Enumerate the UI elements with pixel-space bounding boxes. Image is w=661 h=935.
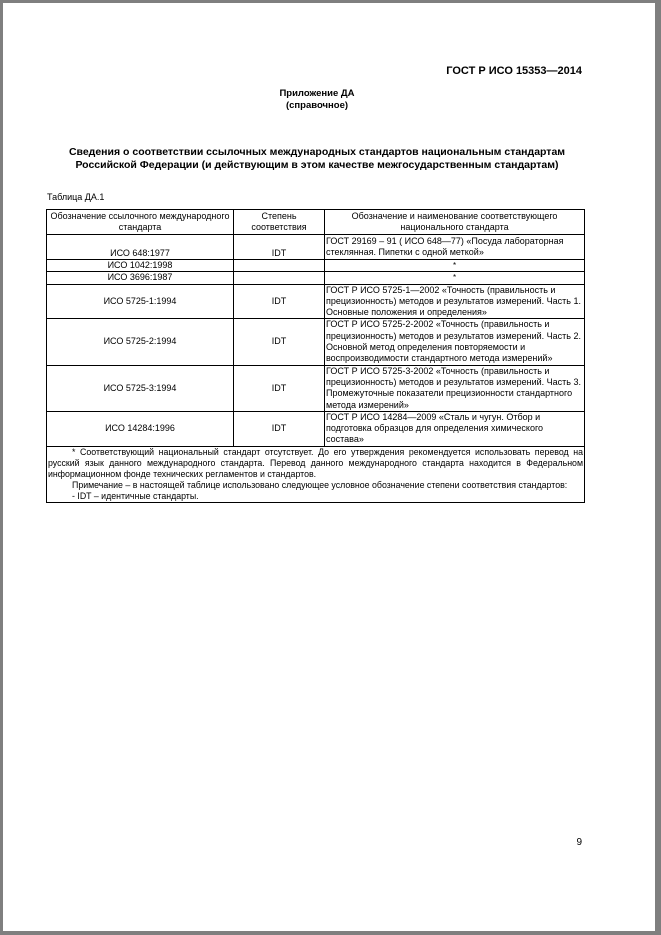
remark-text: Примечание – в настоящей таблице использовано следующее условное обозначение степени соответствия стандартов: [72, 479, 568, 490]
header-degree: Степень соответствия [234, 210, 325, 235]
cell-degree [234, 260, 325, 272]
cell-degree [234, 272, 325, 284]
cell-national: ГОСТ 29169 – 91 ( ИСО 648—77) «Посуда лабораторная стеклянная. Пипетки с одной меткой» [325, 235, 585, 260]
header-intl-standard: Обозначение ссылочного международного стандарта [47, 210, 234, 235]
cell-national: * [325, 260, 585, 272]
cell-degree: IDT [234, 284, 325, 319]
table-notes-row [47, 446, 585, 502]
heading-line-1: Сведения о соответствии ссылочных международных стандартов национальным стандартам [68, 146, 566, 158]
table-row [47, 365, 585, 411]
heading-line-2: Российской Федерации (и действующим в этом качестве межгосударственным стандартам) [75, 159, 559, 171]
annex-block [3, 88, 631, 112]
cell-degree: IDT [234, 411, 325, 446]
table-row [47, 319, 585, 365]
cell-intl: ИСО 3696:1987 [47, 272, 234, 284]
footnote-text: * Соответствующий национальный стандарт отсутствует. До его утверждения рекомендуется использовать перевод на русский язык данного международного стандарта. Перевод данного международного стандарта находится в Федеральном информационном фонде технических регламентов и стандартов. [48, 446, 583, 479]
cell-intl: ИСО 1042:1998 [47, 260, 234, 272]
annex-subtitle: (справочное) [285, 100, 349, 111]
cell-intl: ИСО 5725-2:1994 [47, 319, 234, 365]
table-row [47, 260, 585, 272]
table-row [47, 272, 585, 284]
cell-intl: ИСО 5725-3:1994 [47, 365, 234, 411]
table-row [47, 284, 585, 319]
table-header-row [47, 210, 585, 235]
table-caption: Таблица ДА.1 [47, 192, 105, 202]
header-national-standard: Обозначение и наименование соответствующего национального стандарта [325, 210, 585, 235]
section-heading [43, 146, 591, 172]
document-code: ГОСТ Р ИСО 15353—2014 [446, 65, 582, 77]
cell-national: ГОСТ Р ИСО 5725-3-2002 «Точность (правильность и прецизионность) методов и результатов измерений. Часть 3. Промежуточные показатели прецизионности стандартного метода измерений» [325, 365, 585, 411]
cell-intl: ИСО 14284:1996 [47, 411, 234, 446]
cell-degree: IDT [234, 319, 325, 365]
cell-national: ГОСТ Р ИСО 14284—2009 «Сталь и чугун. Отбор и подготовка образцов для определения химического состава» [325, 411, 585, 446]
annex-title: Приложение ДА [279, 88, 355, 99]
document-page [3, 3, 655, 931]
table-notes [47, 446, 585, 502]
legend-text: - IDT – идентичные стандарты. [72, 490, 199, 501]
cell-national: ГОСТ Р ИСО 5725-1—2002 «Точность (правильность и прецизионность) методов и результатов измерений. Часть 1. Основные положения и определения» [325, 284, 585, 319]
table-row [47, 235, 585, 260]
cell-national: * [325, 272, 585, 284]
page-number: 9 [576, 837, 582, 848]
cell-degree: IDT [234, 365, 325, 411]
cell-intl: ИСО 5725-1:1994 [47, 284, 234, 319]
cell-intl: ИСО 648:1977 [47, 235, 234, 260]
cell-degree: IDT [234, 235, 325, 260]
table-row [47, 411, 585, 446]
cell-national: ГОСТ Р ИСО 5725-2-2002 «Точность (правильность и прецизионность) методов и результатов измерений. Часть 2. Основной метод определения повторяемости и воспроизводимости стандартного метода измерений» [325, 319, 585, 365]
correspondence-table [46, 209, 585, 503]
